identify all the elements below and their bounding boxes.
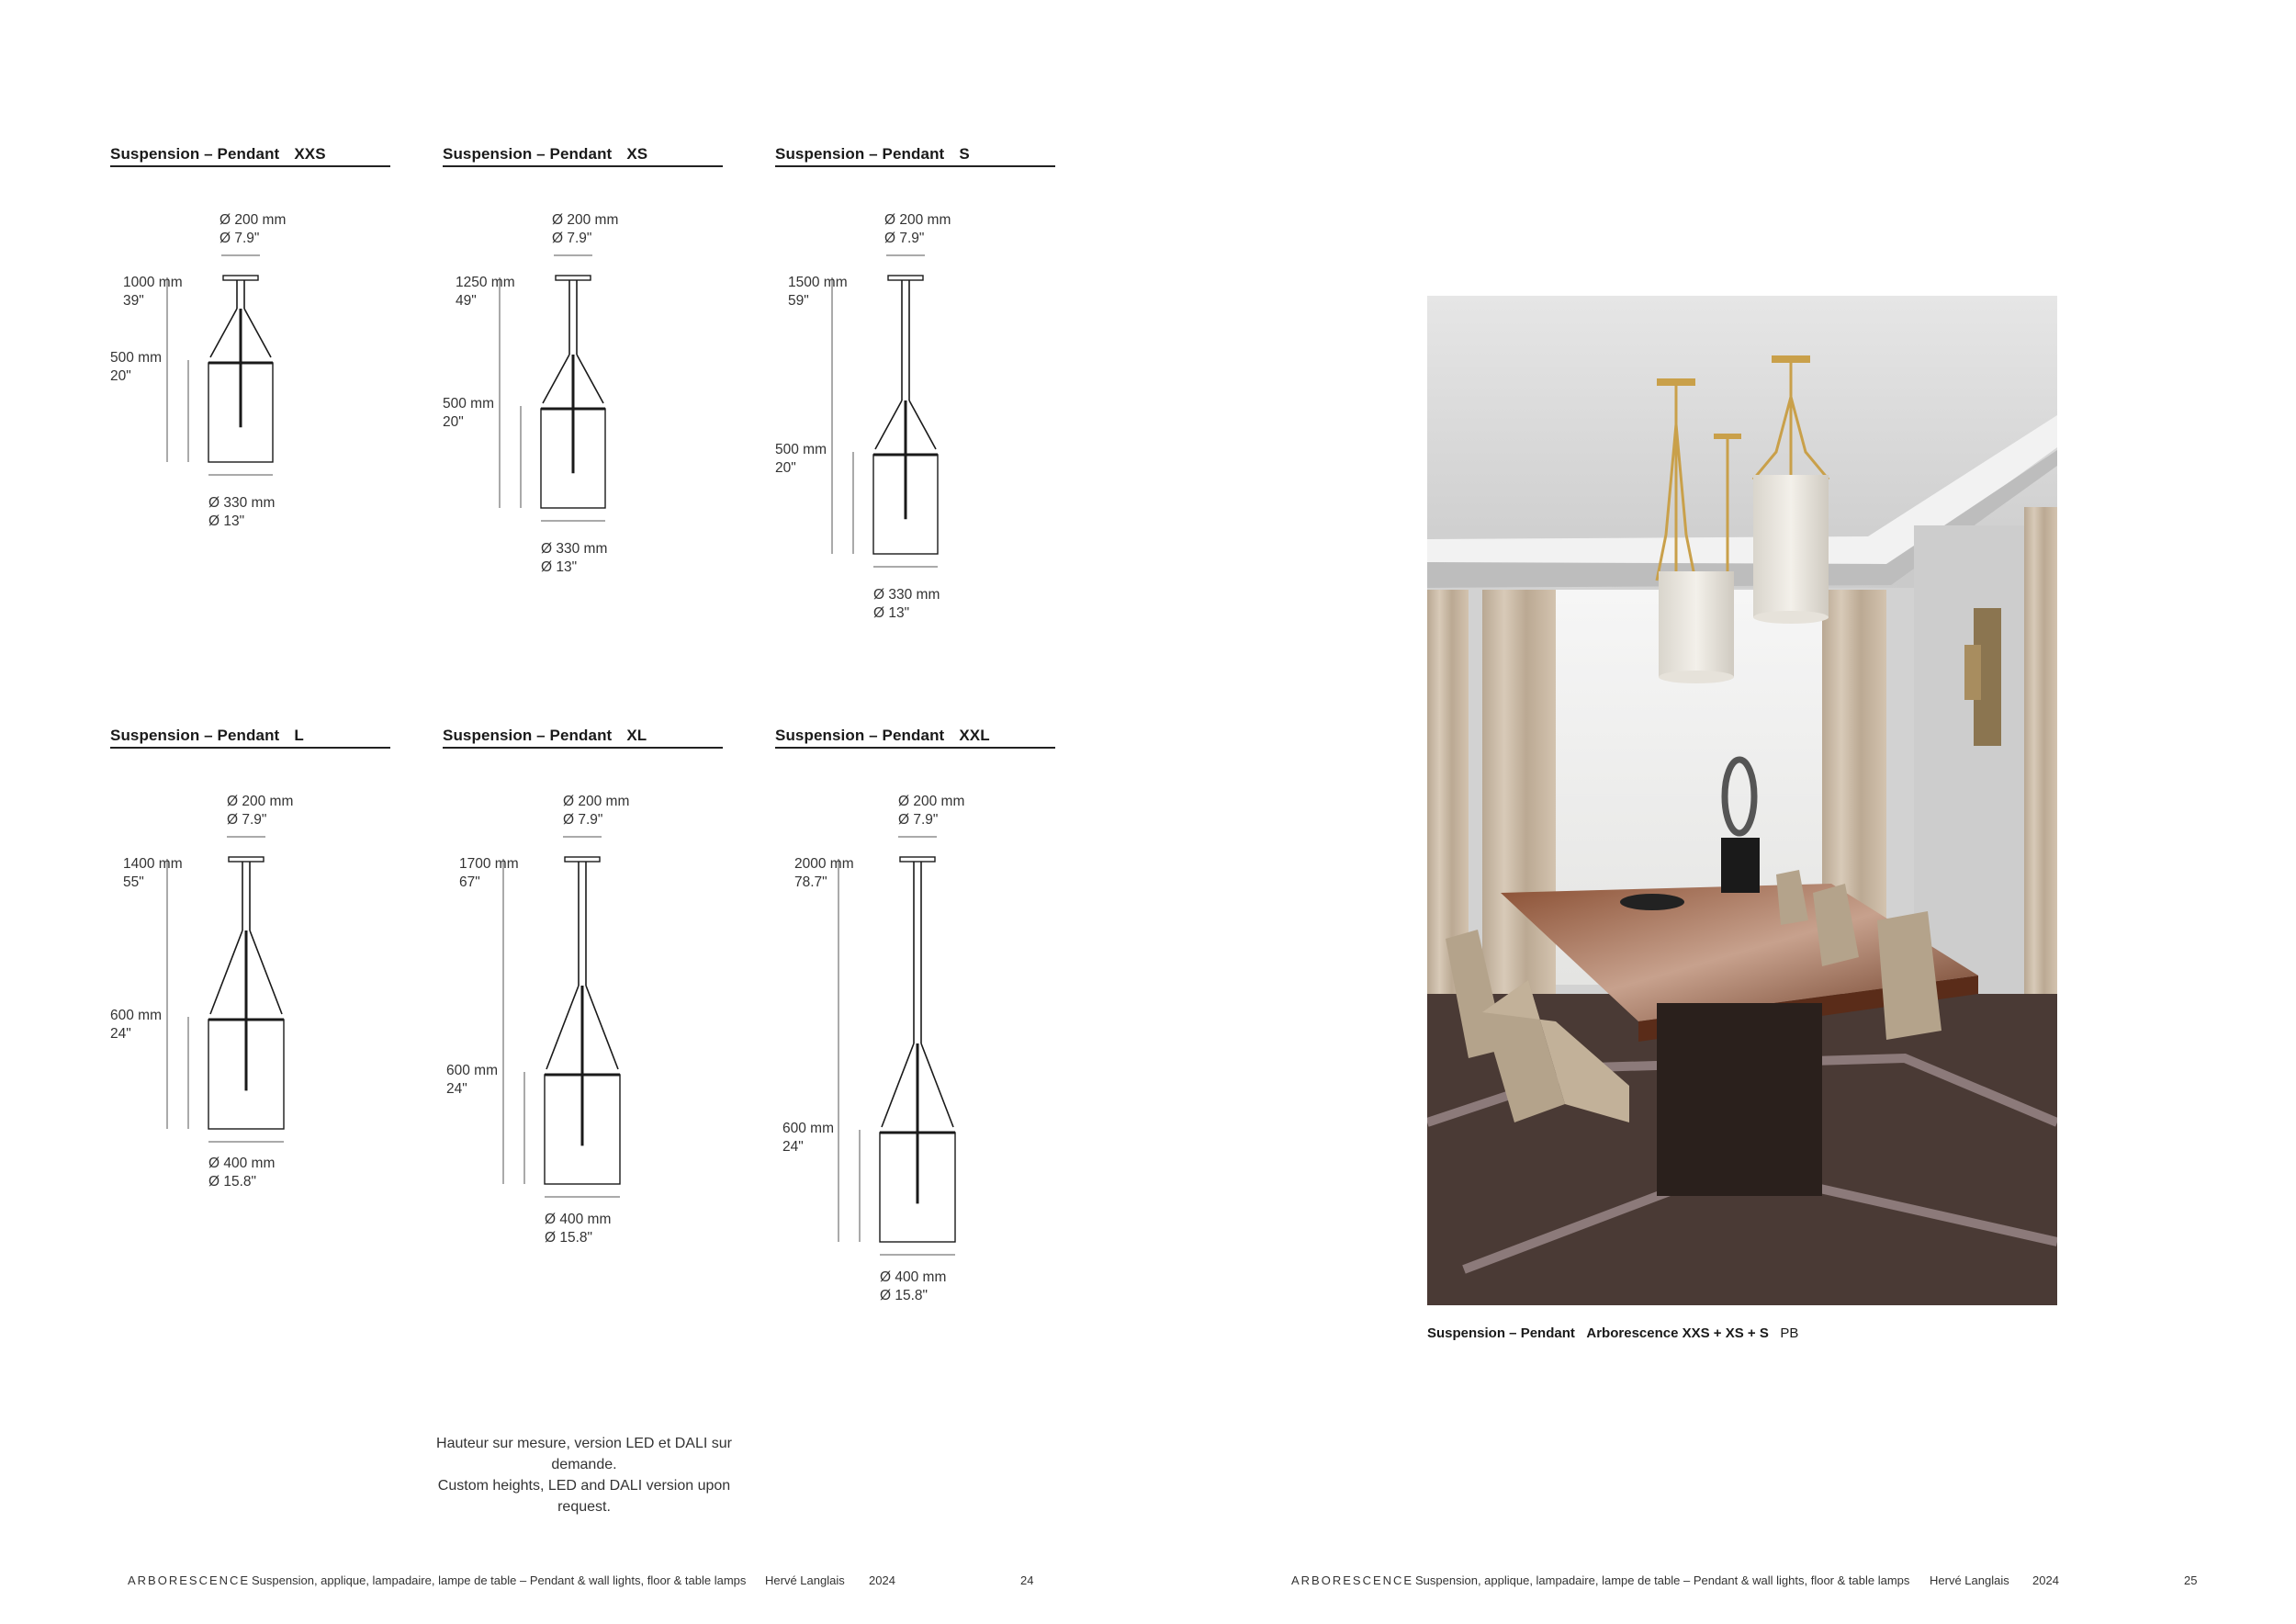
dining-room-photo xyxy=(1427,296,2057,1305)
product-card-xs xyxy=(443,136,723,687)
top-diameter-label: Ø 200 mm Ø 7.9" xyxy=(898,794,965,828)
card-title: Suspension – Pendant S xyxy=(775,145,970,163)
card-title: Suspension – Pendant XS xyxy=(443,145,648,163)
arm xyxy=(210,930,242,1014)
footer-description: Suspension, applique, lampadaire, lampe de table – Pendant & wall lights, floor & table lamps xyxy=(1415,1573,1910,1587)
custom-height-note: Hauteur sur mesure, version LED et DALI sur demande. Custom heights, LED and DALI version upon request. xyxy=(436,1436,732,1515)
product-card-xxl xyxy=(775,717,1055,1324)
photo-caption: Suspension – Pendant Arborescence XXS + XS + S PB xyxy=(1427,1325,1799,1341)
top-diameter-label: Ø 200 mm Ø 7.9" xyxy=(219,212,287,246)
arm xyxy=(577,355,603,403)
top-diameter-label: Ø 200 mm Ø 7.9" xyxy=(884,212,951,246)
canopy xyxy=(888,276,923,280)
footer-year: 2024 xyxy=(2032,1573,2059,1587)
canopy xyxy=(900,857,935,862)
shade-height-label: 600 mm 24" xyxy=(782,1121,834,1155)
arm xyxy=(210,309,237,357)
arm xyxy=(586,986,618,1069)
canopy xyxy=(565,857,600,862)
product-card-xl xyxy=(443,717,723,1269)
height-label: 2000 mm 78.7" xyxy=(794,856,854,890)
arm xyxy=(882,1043,914,1127)
height-label: 1400 mm 55" xyxy=(123,856,183,890)
shade-diameter-label: Ø 400 mm Ø 15.8" xyxy=(880,1269,947,1303)
shade-diameter-label: Ø 330 mm Ø 13" xyxy=(541,541,608,575)
shade-diameter-label: Ø 400 mm Ø 15.8" xyxy=(208,1156,276,1190)
height-label: 1500 mm 59" xyxy=(788,275,848,309)
top-diameter-label: Ø 200 mm Ø 7.9" xyxy=(563,794,630,828)
arm xyxy=(244,309,271,357)
top-diameter-label: Ø 200 mm Ø 7.9" xyxy=(227,794,294,828)
height-label: 1700 mm 67" xyxy=(459,856,519,890)
card-title: Suspension – Pendant XXS xyxy=(110,145,326,163)
card-title: Suspension – Pendant XXL xyxy=(775,727,990,744)
canopy xyxy=(556,276,591,280)
top-diameter-label: Ø 200 mm Ø 7.9" xyxy=(552,212,619,246)
shade-diameter-label: Ø 400 mm Ø 15.8" xyxy=(545,1212,612,1246)
right-page xyxy=(1148,0,2296,1624)
canopy xyxy=(229,857,264,862)
card-title: Suspension – Pendant L xyxy=(110,727,304,744)
shade-diameter-label: Ø 330 mm Ø 13" xyxy=(873,587,940,621)
footer-designer: Hervé Langlais xyxy=(1930,1573,2009,1587)
height-label: 1250 mm 49" xyxy=(456,275,515,309)
shade-height-label: 500 mm 20" xyxy=(110,350,162,384)
footer-designer: Hervé Langlais xyxy=(765,1573,845,1587)
shade-height-label: 600 mm 24" xyxy=(446,1063,498,1097)
shade-diameter-label: Ø 330 mm Ø 13" xyxy=(208,495,276,529)
page-number: 24 xyxy=(1020,1573,1034,1587)
product-card-xxs xyxy=(110,136,390,687)
arm xyxy=(250,930,282,1014)
arm xyxy=(875,400,902,449)
product-card-l xyxy=(110,717,390,1269)
footer-brand: ARBORESCENCE xyxy=(1291,1573,1414,1587)
arm xyxy=(921,1043,953,1127)
footer-year: 2024 xyxy=(869,1573,895,1587)
arm xyxy=(546,986,579,1069)
footer-description: Suspension, applique, lampadaire, lampe de table – Pendant & wall lights, floor & table lamps xyxy=(252,1573,747,1587)
arm xyxy=(543,355,569,403)
canopy xyxy=(223,276,258,280)
shade-height-label: 500 mm 20" xyxy=(775,442,827,476)
product-card-s xyxy=(775,136,1055,687)
footer-brand: ARBORESCENCE xyxy=(128,1573,251,1587)
page-number: 25 xyxy=(2184,1573,2198,1587)
height-label: 1000 mm 39" xyxy=(123,275,183,309)
shade-height-label: 500 mm 20" xyxy=(443,396,494,430)
card-title: Suspension – Pendant XL xyxy=(443,727,647,744)
arm xyxy=(909,400,936,449)
shade-height-label: 600 mm 24" xyxy=(110,1008,162,1042)
